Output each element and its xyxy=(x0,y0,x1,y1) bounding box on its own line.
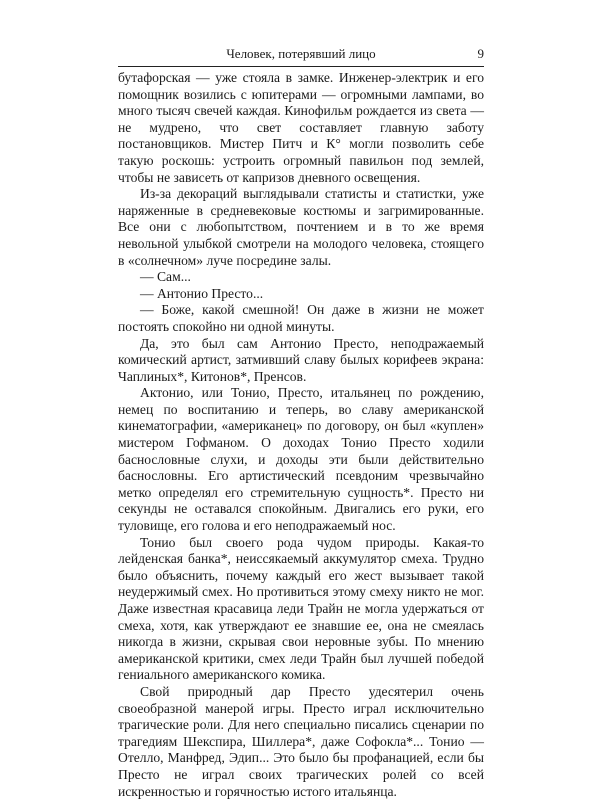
paragraph: Да, это был сам Антонио Престо, неподражаемый комический артист, затмивший славу былых корифеев экрана: Чаплиных*, Китонов*, Пренсов. xyxy=(118,335,484,384)
page-number: 9 xyxy=(477,46,484,61)
paragraph: бутафорская — уже стояла в замке. Инженер-электрик и его помощник возились с юпитерами — огромными лампами, во много тысяч свечей каждая. Кинофильм рождается из света — не мудрено, что свет составляет главную заботу постановщиков. Мистер Питч и К° могли позволить себе такую роскошь: устроить огромный павильон под землей, чтобы не зависеть от капризов дневного освещения. xyxy=(118,70,484,185)
paragraph: Тонио был своего рода чудом природы. Какая-то лейденская банка*, неиссякаемый аккумулятор смеха. Трудно было объяснить, почему каждый его жест вызывает такой неудержимый смех. Но противиться этому смеху никто не мог. Даже известная красавица леди Трайн не могла удержаться от смеха, хотя, как утверждают ее знавшие ее, она не смеялась никогда в жизни, скрывая свои неровные зубы. По мнению американской критики, смех леди Трайн был лучшей победой гениального американского комика. xyxy=(118,534,484,683)
paragraph: Из-за декораций выглядывали статисты и статистки, уже наряженные в средневековые костюмы и загримированные. Все они с любопытством, почтением и в то же время невольной улыбкой смотрели на молодого человека, стоящего в «солнечном» луче посредине залы. xyxy=(118,186,484,268)
body-text xyxy=(118,70,484,800)
paragraph: — Антонио Престо... xyxy=(140,285,264,301)
running-title: Человек, потерявший лицо xyxy=(226,46,376,61)
paragraph: Свой природный дар Престо удесятерил очень своеобразной манерой игры. Престо играл исключительно трагические роли. Для него специально писались сценарии по трагедиям Шекспира, Шиллера*, даже Софокла*... Тонио — Отелло, Манфред, Эдип... Это было бы профанацией, если бы Престо не играл своих трагических ролей со всей искренностью и горячностью истого итальянца. xyxy=(118,683,484,799)
running-header xyxy=(118,44,484,67)
paragraph: Актонио, или Тонио, Престо, итальянец по рождению, немец по воспитанию и теперь, во славу американской кинематографии, «американец» по договору, он был «куплен» мистером Гофманом. О доходах Тонио Престо ходили баснословные слухи, и доходы эти были действительно баснословны. Его артистический псевдоним чрезвычайно метко определял его стремительную сущность*. Престо ни секунды не оставался спокойным. Двигались его руки, его туловище, его голова и его неподражаемый нос. xyxy=(118,385,484,534)
paragraph: — Боже, какой смешной! Он даже в жизни не может постоять спокойно ни одной минуты. xyxy=(118,302,484,334)
paragraph: — Сам... xyxy=(140,269,191,285)
